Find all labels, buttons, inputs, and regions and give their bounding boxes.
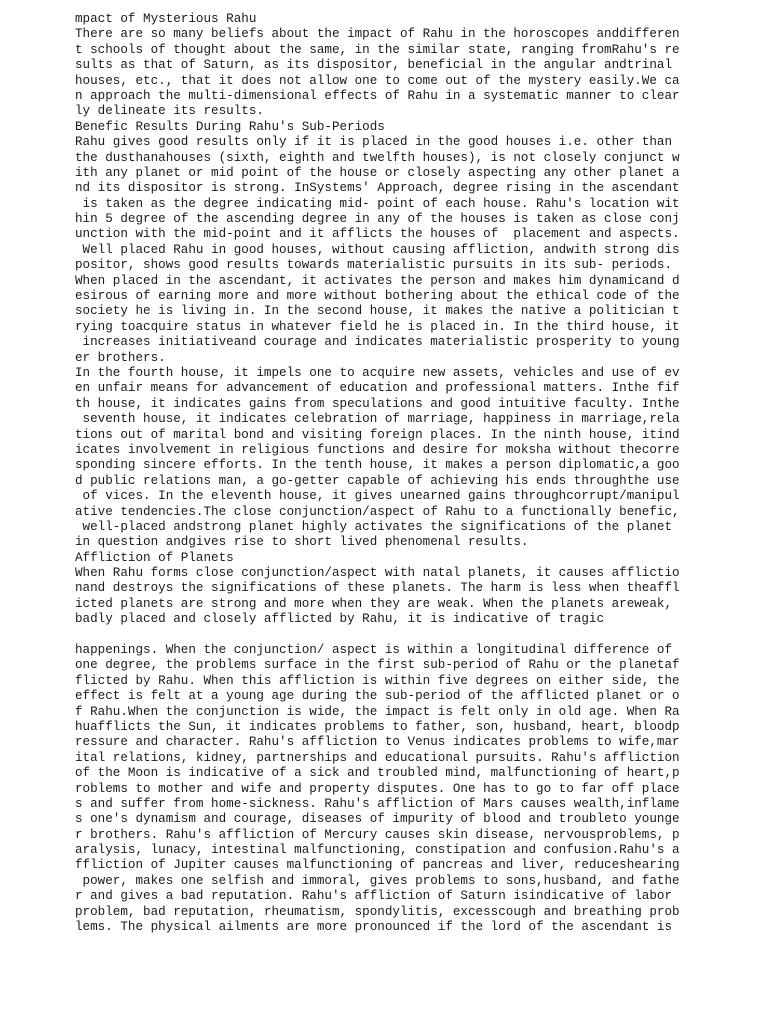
block1-line: mpact of Mysterious Rahu: [75, 12, 257, 26]
block1-line: ative tendencies.The close conjunction/aspect of Rahu to a functionally benefic,: [75, 504, 680, 519]
block2-line: aralysis, lunacy, intestinal malfunctioning, constipation and confusion.Rahu's a: [75, 843, 680, 858]
text-block-2: [75, 643, 755, 935]
block1-line: houses, etc., that it does not allow one to come out of the mystery easily.We ca: [75, 73, 680, 88]
block2-line: huafflicts the Sun, it indicates problems to father, son, husband, heart, bloodp: [75, 719, 680, 734]
block1-line: When placed in the ascendant, it activates the person and makes him dynamicand d: [75, 273, 680, 288]
block1-line: is taken as the degree indicating mid- point of each house. Rahu's location wit: [75, 196, 680, 211]
block2-line: ressure and character. Rahu's affliction to Venus indicates problems to wife,mar: [75, 735, 680, 750]
block2-line: r brothers. Rahu's affliction of Mercury causes skin disease, nervousproblems, p: [75, 827, 680, 842]
block2-line: happenings. When the conjunction/ aspect is within a longitudinal difference of: [75, 643, 673, 657]
block1-line: hin 5 degree of the ascending degree in any of the houses is taken as close conj: [75, 212, 680, 227]
block1-line: seventh house, it indicates celebration of marriage, happiness in marriage,rela: [75, 412, 680, 427]
block1-line: Benefic Results During Rahu's Sub-Periods: [75, 119, 385, 134]
block1-line: There are so many beliefs about the impact of Rahu in the horoscopes anddifferen: [75, 27, 680, 42]
block1-line: icates involvement in religious functions and desire for moksha without thecorre: [75, 442, 680, 457]
block1-line: nand destroys the significations of these planets. The harm is less when theaffl: [75, 581, 680, 596]
block2-line: flicted by Rahu. When this affliction is within five degrees on either side, the: [75, 673, 680, 688]
block1-line: tions out of marital bond and visiting foreign places. In the ninth house, itind: [75, 427, 680, 442]
block2-line: problem, bad reputation, rheumatism, spondylitis, excesscough and breathing prob: [75, 904, 680, 919]
block1-line: in question andgives rise to short lived phenomenal results.: [75, 535, 529, 550]
block1-line: Affliction of Planets: [75, 550, 234, 565]
block1-line: en unfair means for advancement of education and professional matters. Inthe fif: [75, 381, 680, 396]
block1-line: of vices. In the eleventh house, it gives unearned gains throughcorrupt/manipul: [75, 489, 680, 504]
block2-line: ffliction of Jupiter causes malfunctioning of pancreas and liver, reduceshearing: [75, 858, 680, 873]
block1-line: er brothers.: [75, 350, 166, 365]
block2-line: of the Moon is indicative of a sick and troubled mind, malfunctioning of heart,p: [75, 766, 680, 781]
block1-line: t schools of thought about the same, in the similar state, ranging fromRahu's re: [75, 42, 680, 57]
block1-line: n approach the multi-dimensional effects of Rahu in a systematic manner to clear: [75, 88, 680, 103]
block1-line: icted planets are strong and more when they are weak. When the planets areweak,: [75, 596, 673, 611]
block1-line: When Rahu forms close conjunction/aspect with natal planets, it causes afflictio: [75, 566, 680, 581]
block1-line: th house, it indicates gains from speculations and good intuitive faculty. Inthe: [75, 396, 680, 411]
block1-line: unction with the mid-point and it afflicts the houses of placement and aspects.: [75, 227, 680, 242]
block1-line: sponding sincere efforts. In the tenth house, it makes a person diplomatic,a goo: [75, 458, 680, 473]
block1-line: increases initiativeand courage and indicates materialistic prosperity to young: [75, 335, 680, 350]
block2-line: f Rahu.When the conjunction is wide, the impact is felt only in old age. When Ra: [75, 704, 680, 719]
block1-line: ith any planet or mid point of the house or closely aspecting any other planet a: [75, 165, 680, 180]
block1-line: positor, shows good results towards materialistic pursuits in its sub- periods.: [75, 258, 673, 273]
block2-line: lems. The physical ailments are more pronounced if the lord of the ascendant is: [75, 920, 673, 935]
block1-line: In the fourth house, it impels one to acquire new assets, vehicles and use of ev: [75, 365, 680, 380]
block1-line: badly placed and closely afflicted by Rahu, it is indicative of tragic: [75, 612, 605, 627]
block2-line: one degree, the problems surface in the first sub-period of Rahu or the planetaf: [75, 658, 680, 673]
block1-line: well-placed andstrong planet highly activates the significations of the planet: [75, 519, 673, 534]
block1-line: d public relations man, a go-getter capable of achieving his ends throughthe use: [75, 473, 680, 488]
block2-line: roblems to mother and wife and property disputes. One has to go to far off place: [75, 781, 680, 796]
text-block-1: [75, 12, 755, 628]
block2-line: r and gives a bad reputation. Rahu's affliction of Saturn isindicative of labor: [75, 889, 673, 904]
block1-line: society he is living in. In the second house, it makes the native a politician t: [75, 304, 680, 319]
block2-line: power, makes one selfish and immoral, gives problems to sons,husband, and fathe: [75, 873, 680, 888]
block1-line: nd its dispositor is strong. InSystems' Approach, degree rising in the ascendant: [75, 181, 680, 196]
block1-line: rying toacquire status in whatever field he is placed in. In the third house, it: [75, 319, 680, 334]
block1-line: esirous of earning more and more without bothering about the ethical code of the: [75, 289, 680, 304]
block2-line: effect is felt at a young age during the sub-period of the afflicted planet or o: [75, 689, 680, 704]
block1-line: the dusthanahouses (sixth, eighth and twelfth houses), is not closely conjunct w: [75, 150, 680, 165]
block2-line: s one's dynamism and courage, diseases of impurity of blood and troubleto younge: [75, 812, 680, 827]
block1-line: ly delineate its results.: [75, 104, 264, 119]
block1-line: Rahu gives good results only if it is placed in the good houses i.e. other than: [75, 135, 673, 150]
block2-line: s and suffer from home-sickness. Rahu's affliction of Mars causes wealth,inflame: [75, 796, 680, 811]
block1-line: sults as that of Saturn, as its dispositor, beneficial in the angular andtrinal: [75, 58, 673, 73]
block2-line: ital relations, kidney, partnerships and educational pursuits. Rahu's affliction: [75, 750, 680, 765]
block1-line: Well placed Rahu in good houses, without causing affliction, andwith strong dis: [75, 242, 680, 257]
